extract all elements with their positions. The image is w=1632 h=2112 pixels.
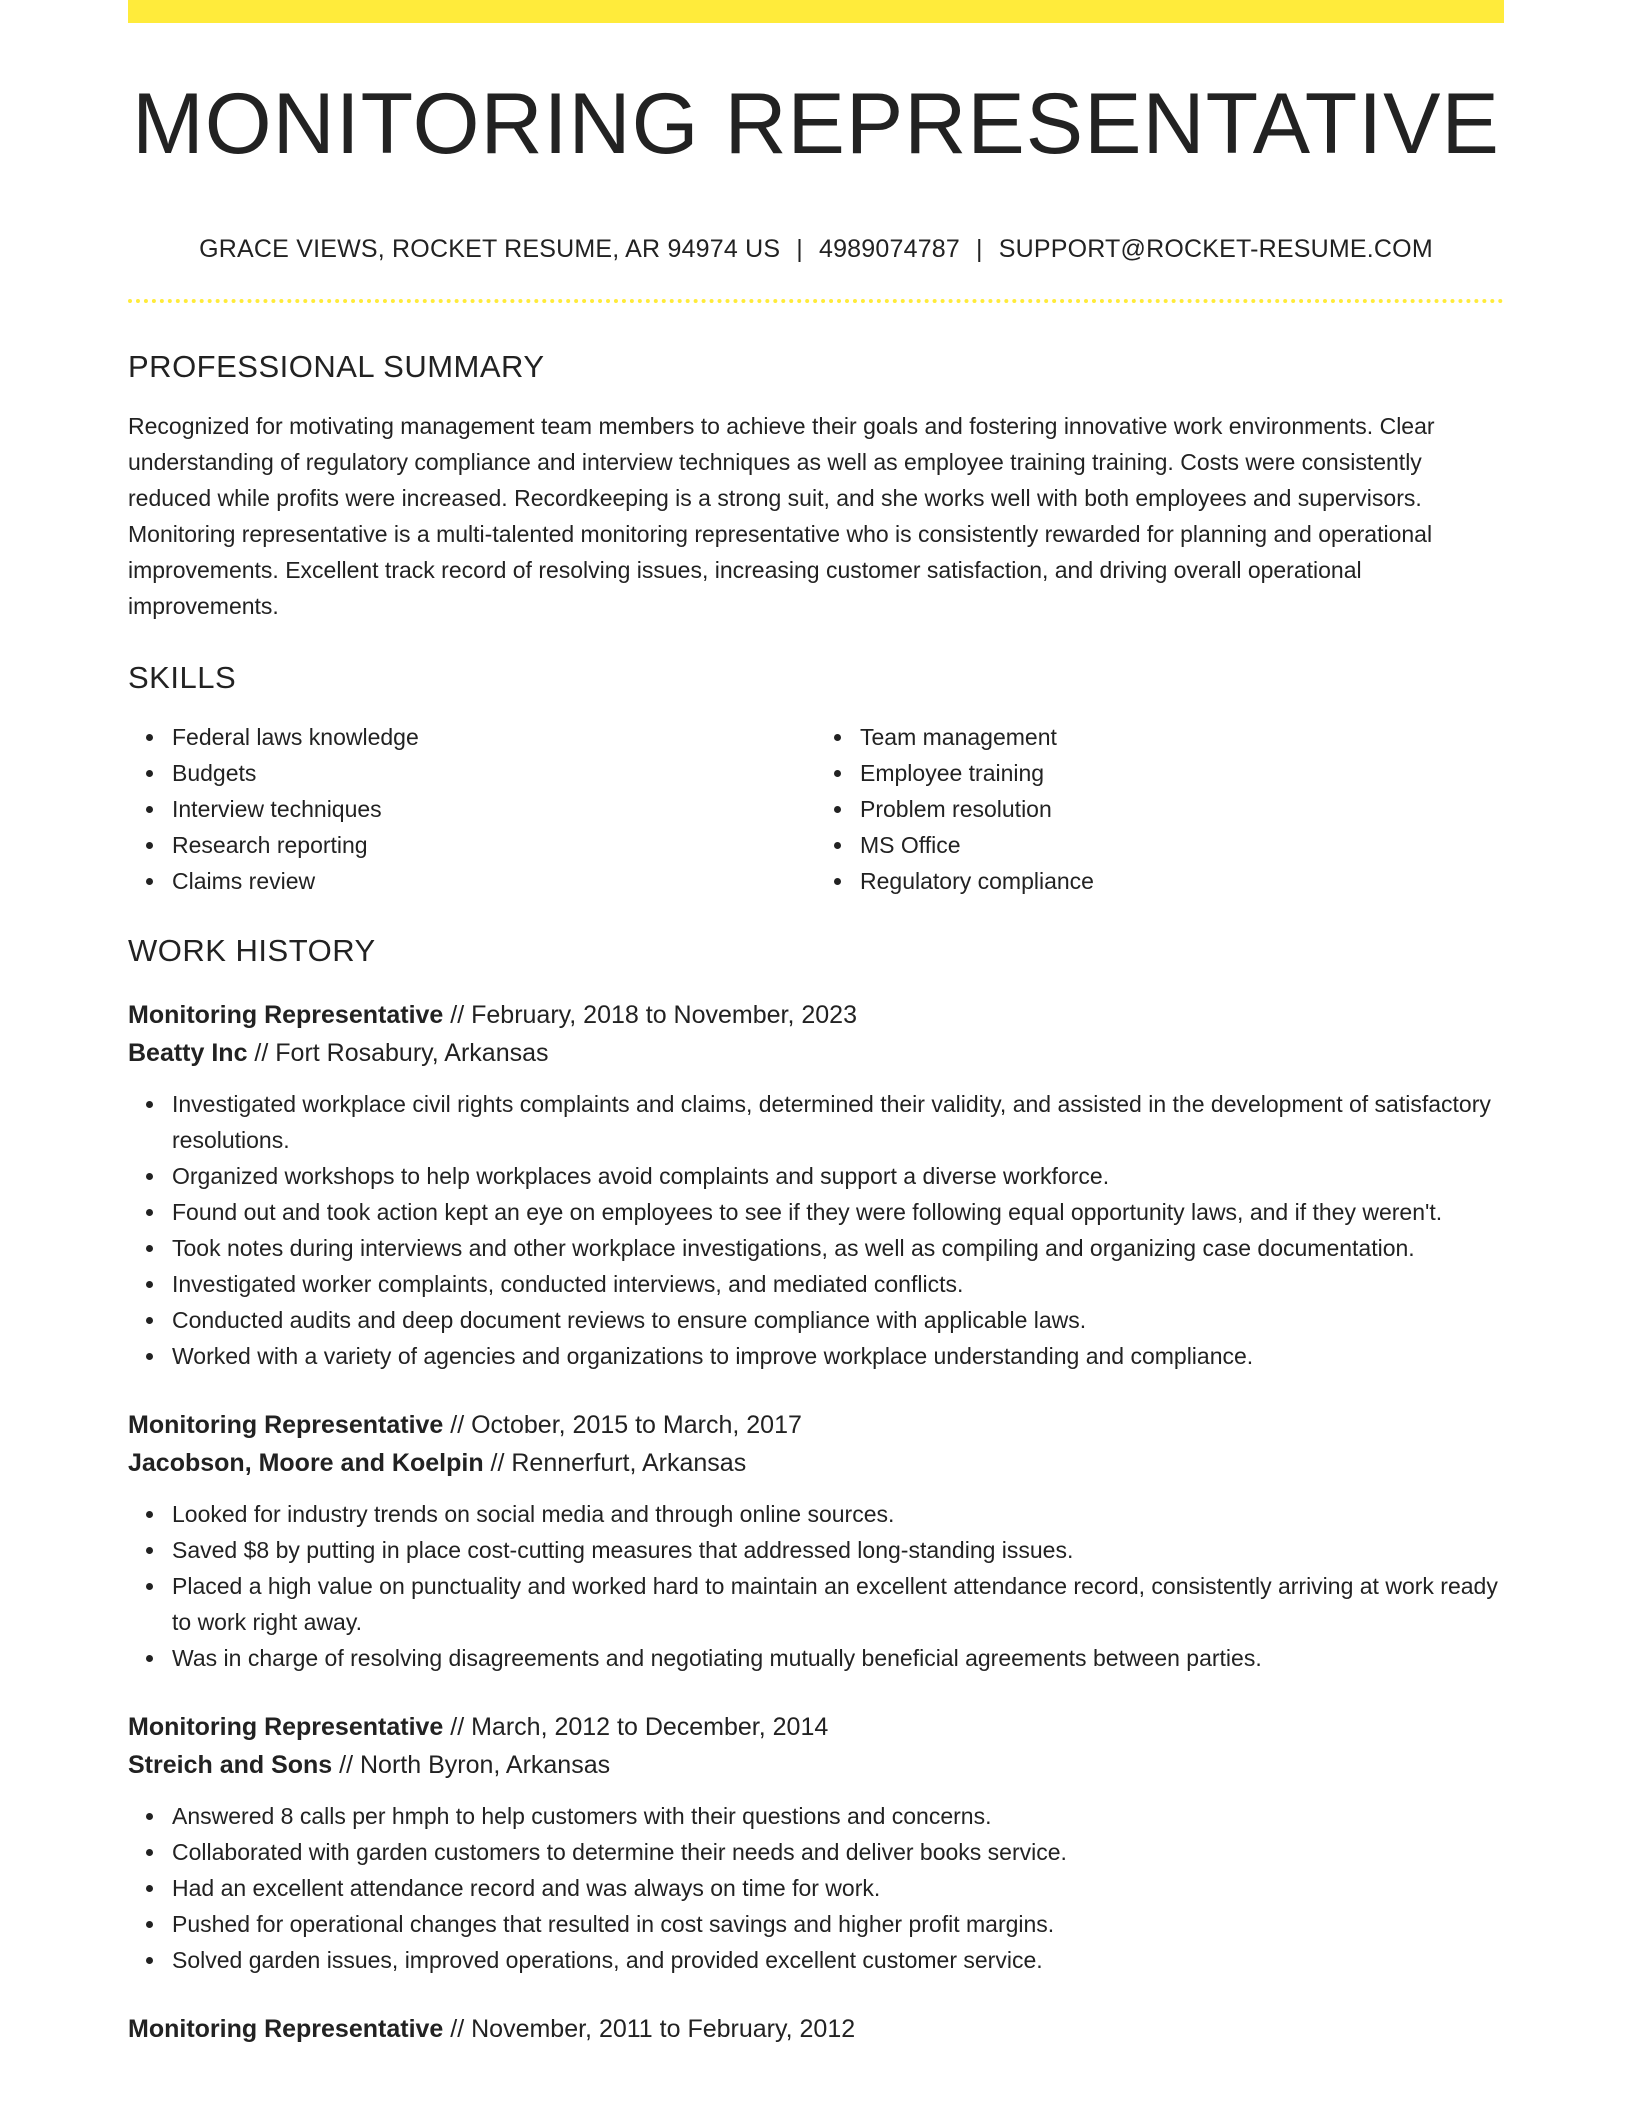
job-title: Monitoring Representative — [128, 1001, 444, 1029]
job-dates: // March, 2012 to December, 2014 — [443, 1713, 829, 1741]
job-entry — [128, 1708, 1504, 1978]
job-company: Beatty Inc — [128, 1039, 248, 1067]
work-history-heading: WORK HISTORY — [128, 933, 376, 968]
contact-email[interactable]: SUPPORT@ROCKET-RESUME.COM — [998, 235, 1433, 263]
duty-item: Pushed for operational changes that resulted in cost savings and higher profit margins. — [172, 1906, 1504, 1942]
job-dates: // November, 2011 to February, 2012 — [443, 2015, 856, 2043]
duty-item: Solved garden issues, improved operations, and provided excellent customer service. — [172, 1942, 1504, 1978]
job-entry — [128, 1406, 1504, 1676]
duty-item: Looked for industry trends on social media and through online sources. — [172, 1496, 1504, 1532]
dotted-divider — [128, 299, 1504, 303]
job-title-line — [128, 2010, 1504, 2048]
skill-item: Budgets — [172, 755, 816, 791]
job-dates: // February, 2018 to November, 2023 — [443, 1001, 857, 1029]
duty-item: Worked with a variety of agencies and organizations to improve workplace understanding and compliance. — [172, 1338, 1504, 1374]
job-title-line — [128, 996, 1504, 1034]
job-title: Monitoring Representative — [128, 1411, 444, 1439]
job-entry — [128, 2010, 1504, 2048]
duty-item: Took notes during interviews and other workplace investigations, as well as compiling and organizing case documentation. — [172, 1230, 1504, 1266]
job-title-line — [128, 1406, 1504, 1444]
job-title: Monitoring Representative — [128, 1713, 444, 1741]
skill-item: Claims review — [172, 863, 816, 899]
skills-grid — [128, 719, 1504, 899]
job-entry — [128, 996, 1504, 1374]
resume-page — [128, 0, 1504, 2048]
skill-item: Federal laws knowledge — [172, 719, 816, 755]
skill-item: Problem resolution — [860, 791, 1504, 827]
summary-text: Recognized for motivating management team members to achieve their goals and fostering innovative work environments. Clear understanding of regulatory compliance and interview techniques as well as employee training training. Costs were consistently reduced while profits were increased. Recordkeeping is a strong suit, and she works well with both employees and supervisors. Monitoring representative is a multi-talented monitoring representative who is consistently rewarded for planning and operational improvements. Excellent track record of resolving issues, increasing customer satisfaction, and driving overall operational improvements. — [128, 413, 1435, 619]
job-company-line — [128, 1746, 1504, 1784]
skill-item: Research reporting — [172, 827, 816, 863]
contact-line — [128, 237, 1504, 262]
contact-separator: | — [976, 235, 983, 263]
job-company-line — [128, 1034, 1504, 1072]
job-dates: // October, 2015 to March, 2017 — [443, 1411, 802, 1439]
job-company: Streich and Sons — [128, 1751, 333, 1779]
skills-heading: SKILLS — [128, 660, 237, 695]
job-company: Jacobson, Moore and Koelpin — [128, 1449, 484, 1477]
accent-top-bar — [128, 0, 1504, 23]
job-duties — [128, 1496, 1504, 1676]
duty-item: Saved $8 by putting in place cost-cutting measures that addressed long-standing issues. — [172, 1532, 1504, 1568]
duty-item: Had an excellent attendance record and was always on time for work. — [172, 1870, 1504, 1906]
skills-left-column — [128, 719, 816, 899]
skill-item: Employee training — [860, 755, 1504, 791]
resume-title: MONITORING REPRESENTATIVE — [132, 76, 1500, 172]
contact-address: GRACE VIEWS, ROCKET RESUME, AR 94974 US — [199, 235, 781, 263]
duty-item: Found out and took action kept an eye on employees to see if they were following equal opportunity laws, and if they weren't. — [172, 1194, 1504, 1230]
skill-item: Team management — [860, 719, 1504, 755]
contact-separator: | — [796, 235, 803, 263]
job-duties — [128, 1086, 1504, 1374]
skills-right-column — [816, 719, 1504, 899]
duty-item: Placed a high value on punctuality and worked hard to maintain an excellent attendance record, consistently arriving at work ready to work right away. — [172, 1568, 1504, 1640]
job-duties — [128, 1798, 1504, 1978]
duty-item: Answered 8 calls per hmph to help customers with their questions and concerns. — [172, 1798, 1504, 1834]
job-location: // Rennerfurt, Arkansas — [483, 1449, 747, 1477]
skill-item: MS Office — [860, 827, 1504, 863]
job-location: // Fort Rosabury, Arkansas — [247, 1039, 549, 1067]
job-title: Monitoring Representative — [128, 2015, 444, 2043]
duty-item: Was in charge of resolving disagreements and negotiating mutually beneficial agreements between parties. — [172, 1640, 1504, 1676]
job-company-line — [128, 1444, 1504, 1482]
job-location: // North Byron, Arkansas — [332, 1751, 611, 1779]
skill-item: Regulatory compliance — [860, 863, 1504, 899]
duty-item: Investigated workplace civil rights complaints and claims, determined their validity, and assisted in the development of satisfactory resolutions. — [172, 1086, 1504, 1158]
contact-phone: 4989074787 — [818, 235, 961, 263]
duty-item: Investigated worker complaints, conducted interviews, and mediated conflicts. — [172, 1266, 1504, 1302]
skill-item: Interview techniques — [172, 791, 816, 827]
duty-item: Organized workshops to help workplaces avoid complaints and support a diverse workforce. — [172, 1158, 1504, 1194]
summary-heading: PROFESSIONAL SUMMARY — [128, 349, 545, 384]
duty-item: Collaborated with garden customers to determine their needs and deliver books service. — [172, 1834, 1504, 1870]
job-title-line — [128, 1708, 1504, 1746]
duty-item: Conducted audits and deep document reviews to ensure compliance with applicable laws. — [172, 1302, 1504, 1338]
